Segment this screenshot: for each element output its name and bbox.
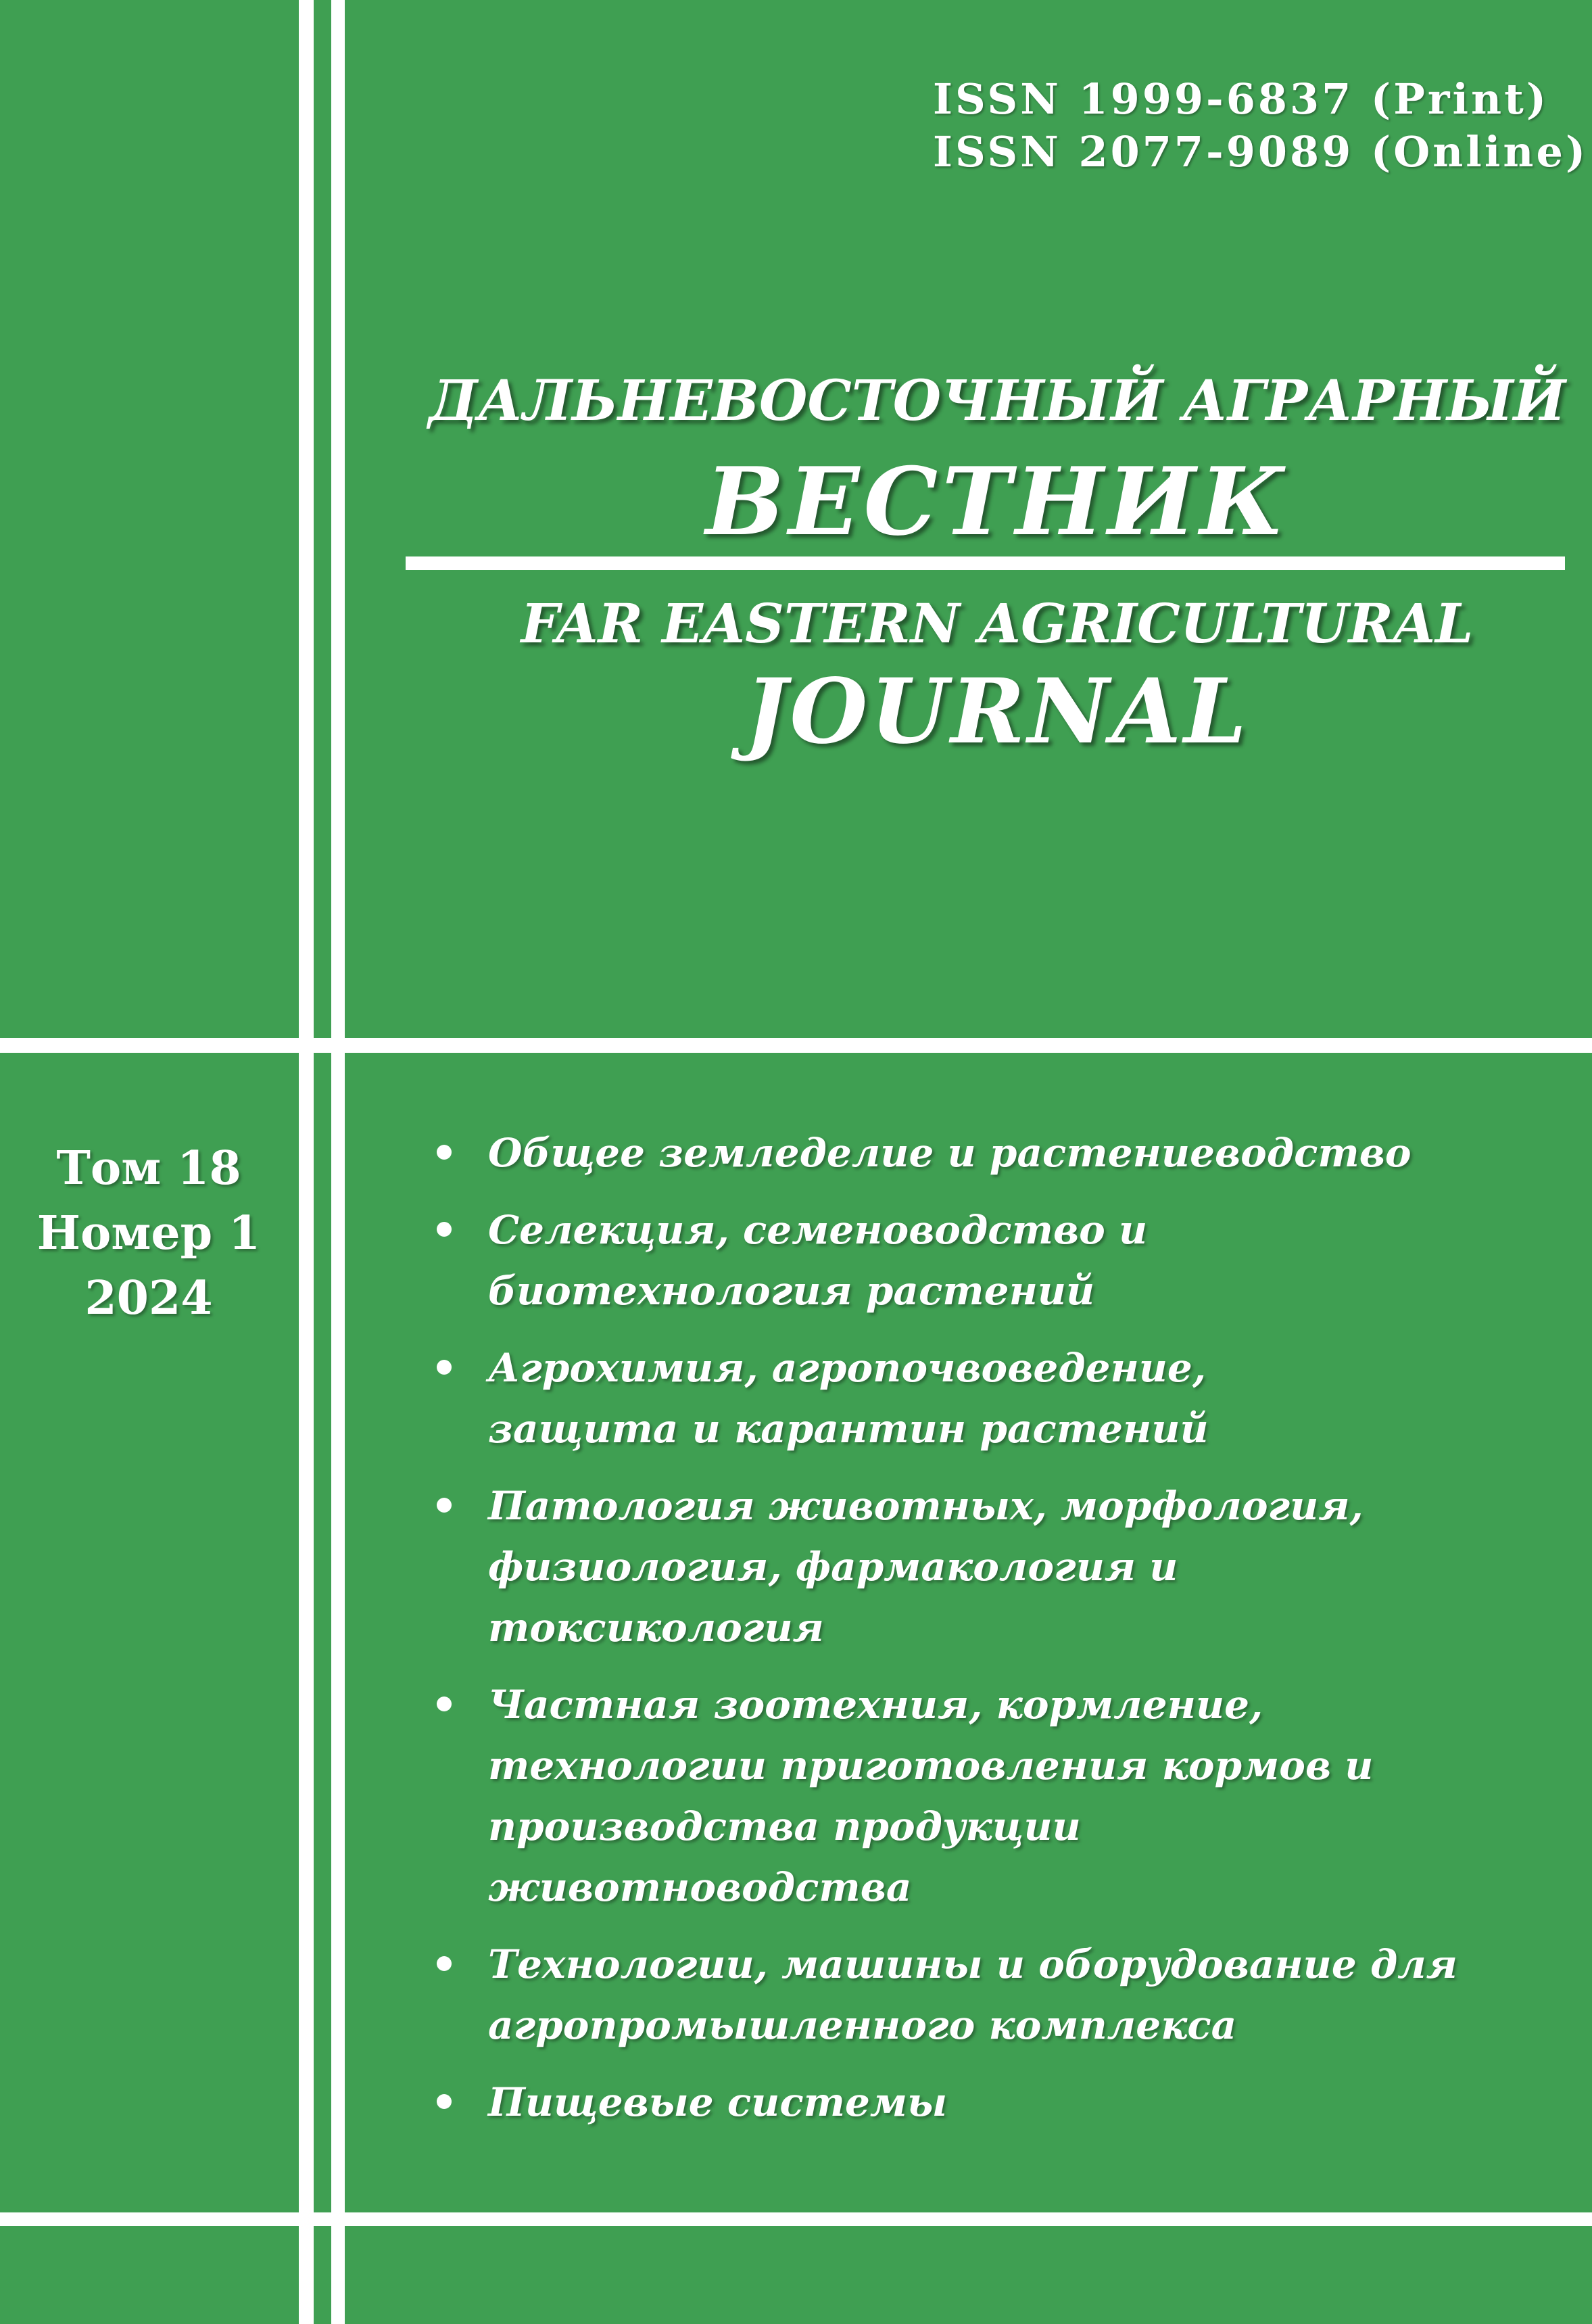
bullet-icon (437, 2094, 452, 2109)
bullet-icon (437, 1956, 452, 1971)
journal-title-en-top: FAR EASTERN AGRICULTURAL (521, 592, 1474, 655)
list-item (433, 1475, 1568, 1658)
list-item (433, 1337, 1568, 1459)
topics-list (433, 1122, 1568, 2149)
volume-info (0, 1136, 297, 1331)
issn-print: ISSN 1999-6837 (Print) (933, 74, 1549, 124)
list-item (433, 1200, 1568, 1321)
volume-number: Том 18 (56, 1141, 241, 1195)
bullet-icon (437, 1360, 452, 1375)
topic-text: Технологии, машины и оборудование для агропромышленного комплекса (488, 1941, 1457, 2048)
bullet-icon (437, 1498, 452, 1513)
bullet-icon (437, 1145, 452, 1160)
issn-block (933, 73, 1588, 179)
issn-online: ISSN 2077-9089 (Online) (933, 127, 1589, 176)
list-item (433, 2072, 1568, 2133)
title-divider (406, 556, 1565, 570)
issue-number: Номер 1 (37, 1206, 261, 1260)
list-item (433, 1934, 1568, 2056)
vertical-line-right (331, 0, 345, 2324)
journal-title-ru-top: ДАЛЬНЕВОСТОЧНЫЙ АГРАРНЫЙ (428, 369, 1566, 433)
journal-title-en-main: JOURNAL (744, 659, 1250, 764)
topic-text: Агрохимия, агропочвоведение, защита и карантин растений (488, 1345, 1209, 1452)
bullet-icon (437, 1697, 452, 1711)
horizontal-line-middle (0, 1038, 1592, 1053)
horizontal-line-bottom (0, 2212, 1592, 2226)
topic-text: Пищевые системы (488, 2079, 948, 2125)
vertical-line-left (299, 0, 314, 2324)
topic-text: Частная зоотехния, кормление, технологии приготовления кормов и производства продукции животноводства (488, 1682, 1374, 1910)
list-item (433, 1122, 1568, 1183)
list-item (433, 1674, 1568, 1918)
topic-text: Патология животных, морфология, физиология, фармакология и токсикология (488, 1483, 1364, 1651)
issue-year: 2024 (85, 1271, 213, 1325)
topic-text: Общее земледелие и растениеводство (488, 1130, 1412, 1176)
bullet-icon (437, 1222, 452, 1237)
journal-title-ru-main: ВЕСТНИК (705, 446, 1289, 556)
topic-text: Селекция, семеноводство и биотехнология растений (488, 1207, 1148, 1314)
